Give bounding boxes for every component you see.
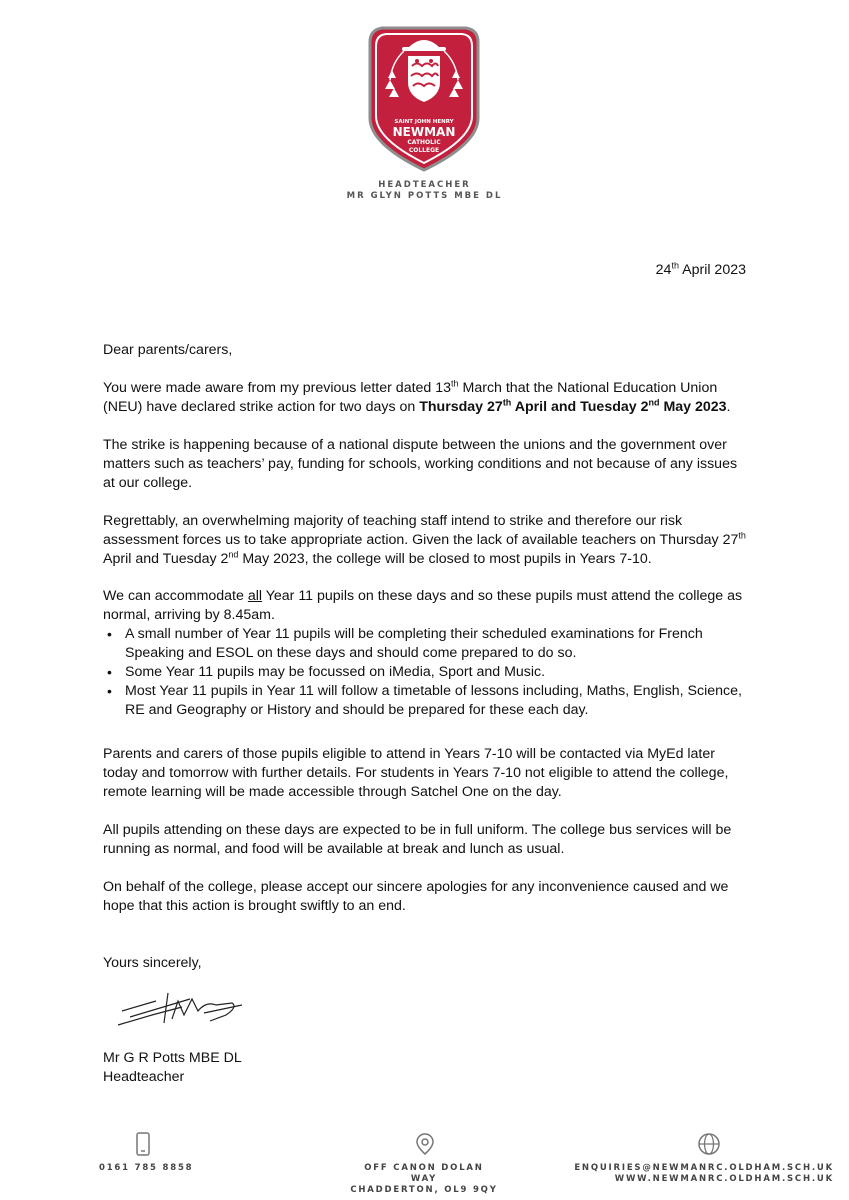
college-crest-logo [362, 20, 486, 175]
paragraph-1: You were made aware from my previous letter dated 13th March that the National Education Union (NEU) have declared strike action for two days on Thursday 27th April and Tuesday 2nd May 2023. [103, 378, 731, 415]
phone-icon [131, 1132, 155, 1156]
footer-phone: 0161 785 8858 [99, 1163, 194, 1173]
paragraph-5: Parents and carers of those pupils eligible to attend in Years 7-10 will be contacted via MyEd later today and tomorrow with further details. For students in Years 7-10 not eligible to attend the college, remote learning will be made accessible through Satchel One on the day. [103, 746, 729, 800]
bullet-list [103, 625, 748, 720]
letterhead [0, 180, 849, 202]
date-suffix: th [671, 260, 679, 271]
paragraph-6: All pupils attending on these days are expected to be in full uniform. The college bus services will be running as normal, and food will be available at break and lunch as usual. [103, 822, 732, 857]
paragraph-7: On behalf of the college, please accept our sincere apologies for any inconvenience caused and we hope that this action is brought swiftly to an end. [103, 879, 729, 914]
paragraph-4: We can accommodate all Year 11 pupils on these days and so these pupils must attend the college as normal, arriving by 8.45am. • A small number of Year 11 pupils will be completing their scheduled examinations for French Speaking and ESOL on these days and should come prepared to do so. • Some Year 11 pupils may be focussed on iMedia, Sport and Music. • Most Year 11 pupils in Year 11 will follow a timetable of lessons including, Maths, English, Science, RE and Geography or History and should be prepared for these each day. [103, 587, 748, 720]
headteacher-role: HEADTEACHER [378, 180, 471, 190]
paragraph-3: Regrettably, an overwhelming majority of teaching staff intend to strike and therefore our risk assessment forces us to take appropriate action. Given the lack of available teachers on Thursday 27th April and Tuesday 2nd May 2023, the college will be closed to most pupils in Years 7-10. [103, 513, 746, 567]
bullet-item: • Most Year 11 pupils in Year 11 will follow a timetable of lessons including, Maths, English, Science, RE and Geography or History and should be prepared for these each day. [125, 682, 748, 720]
date-rest: April 2023 [678, 262, 746, 278]
letter-date [560, 262, 746, 278]
bullet-item: • A small number of Year 11 pupils will be completing their scheduled examinations for French Speaking and ESOL on these days and should come prepared to do so. [125, 625, 748, 663]
footer-address-line-2: CHADDERTON, OL9 9QY [350, 1185, 498, 1195]
footer-contact [570, 1163, 834, 1185]
signatory [103, 1049, 748, 1087]
signature [112, 985, 252, 1035]
footer-email[interactable]: ENQUIRIES@NEWMANRC.OLDHAM.SCH.UK [574, 1163, 834, 1173]
date-day: 24 [655, 262, 672, 278]
crest-line-2: NEWMAN [392, 125, 456, 139]
crest-line-1: SAINT JOHN HENRY [394, 119, 454, 125]
signatory-name: Mr G R Potts MBE DL [103, 1050, 242, 1066]
footer-website[interactable]: WWW.NEWMANRC.OLDHAM.SCH.UK [614, 1174, 834, 1184]
headteacher-name: MR GLYN POTTS MBE DL [346, 191, 503, 201]
globe-icon [697, 1132, 721, 1156]
footer-address [349, 1163, 499, 1196]
crest-line-3: CATHOLIC [407, 139, 441, 146]
footer-address-line-1: OFF CANON DOLAN WAY [364, 1163, 484, 1184]
location-pin-icon [413, 1132, 437, 1156]
paragraph-2: The strike is happening because of a national dispute between the unions and the government over matters such as teachers’ pay, funding for schools, working conditions and not because of any issues at our college. [103, 437, 738, 491]
signatory-title: Headteacher [103, 1069, 185, 1085]
bullet-item: • Some Year 11 pupils may be focussed on iMedia, Sport and Music. [125, 663, 748, 682]
salutation: Dear parents/carers, [103, 342, 233, 358]
crest-line-4: COLLEGE [408, 147, 440, 154]
closing: Yours sincerely, [103, 955, 202, 971]
